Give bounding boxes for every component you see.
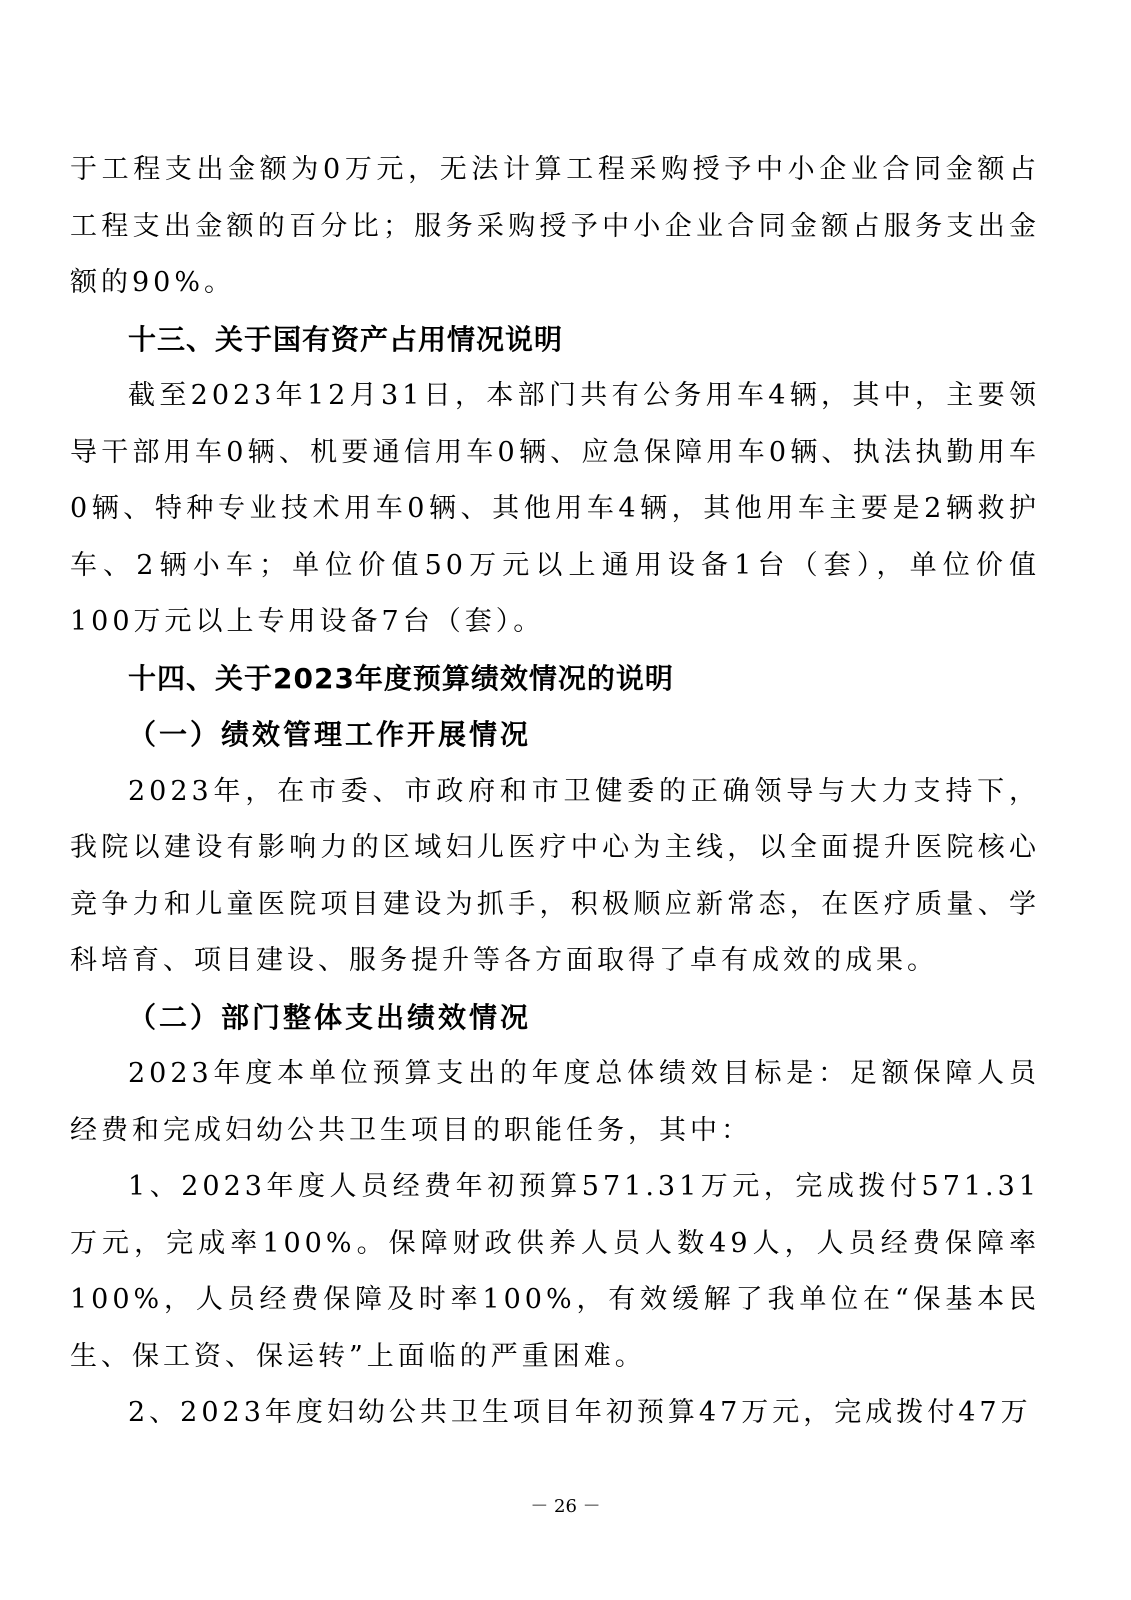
paragraph-public-health-budget: 2、2023年度妇幼公共卫生项目年初预算47万元，完成拨付47万 <box>128 1397 1032 1428</box>
paragraph-state-assets: 截至2023年12月31日，本部门共有公务用车4辆，其中，主要领导干部用车0辆、机要通信用车0辆、应急保障用车0辆、执法执勤用车0辆、特种专业技术用车0辆、其他用车4辆，其他用车主要是2辆救护车、2辆小车；单位价值50万元以上通用设备1台（套），单位价值100万元以上专用设备7台（套）。 <box>70 380 1040 637</box>
document-body <box>70 142 1040 1442</box>
section-heading-14: 十四、关于2023年度预算绩效情况的说明 <box>128 661 674 695</box>
paragraph-overall-goal: 2023年度本单位预算支出的年度总体绩效目标是：足额保障人员经费和完成妇幼公共卫生项目的职能任务，其中： <box>70 1058 1040 1146</box>
subheading-2: （二）部门整体支出绩效情况 <box>128 1000 532 1034</box>
subheading-1: （一）绩效管理工作开展情况 <box>128 718 532 751</box>
paragraph-personnel-budget: 1、2023年度人员经费年初预算571.31万元，完成拨付571.31万元，完成率100%。保障财政供养人员人数49人，人员经费保障率100%，人员经费保障及时率100%，有效缓解了我单位在“保基本民生、保工资、保运转”上面临的严重困难。 <box>70 1171 1040 1372</box>
paragraph-procurement-continued: 于工程支出金额为0万元，无法计算工程采购授予中小企业合同金额占工程支出金额的百分比；服务采购授予中小企业合同金额占服务支出金额的90%。 <box>70 154 1040 298</box>
paragraph-performance-management: 2023年，在市委、市政府和市卫健委的正确领导与大力支持下，我院以建设有影响力的区域妇儿医疗中心为主线，以全面提升医院核心竞争力和儿童医院项目建设为抓手，积极顺应新常态，在医疗质量、学科培育、项目建设、服务提升等各方面取得了卓有成效的成果。 <box>70 775 1040 976</box>
page-number: － 26 － <box>530 1496 601 1517</box>
section-heading-13: 十三、关于国有资产占用情况说明 <box>128 322 564 356</box>
